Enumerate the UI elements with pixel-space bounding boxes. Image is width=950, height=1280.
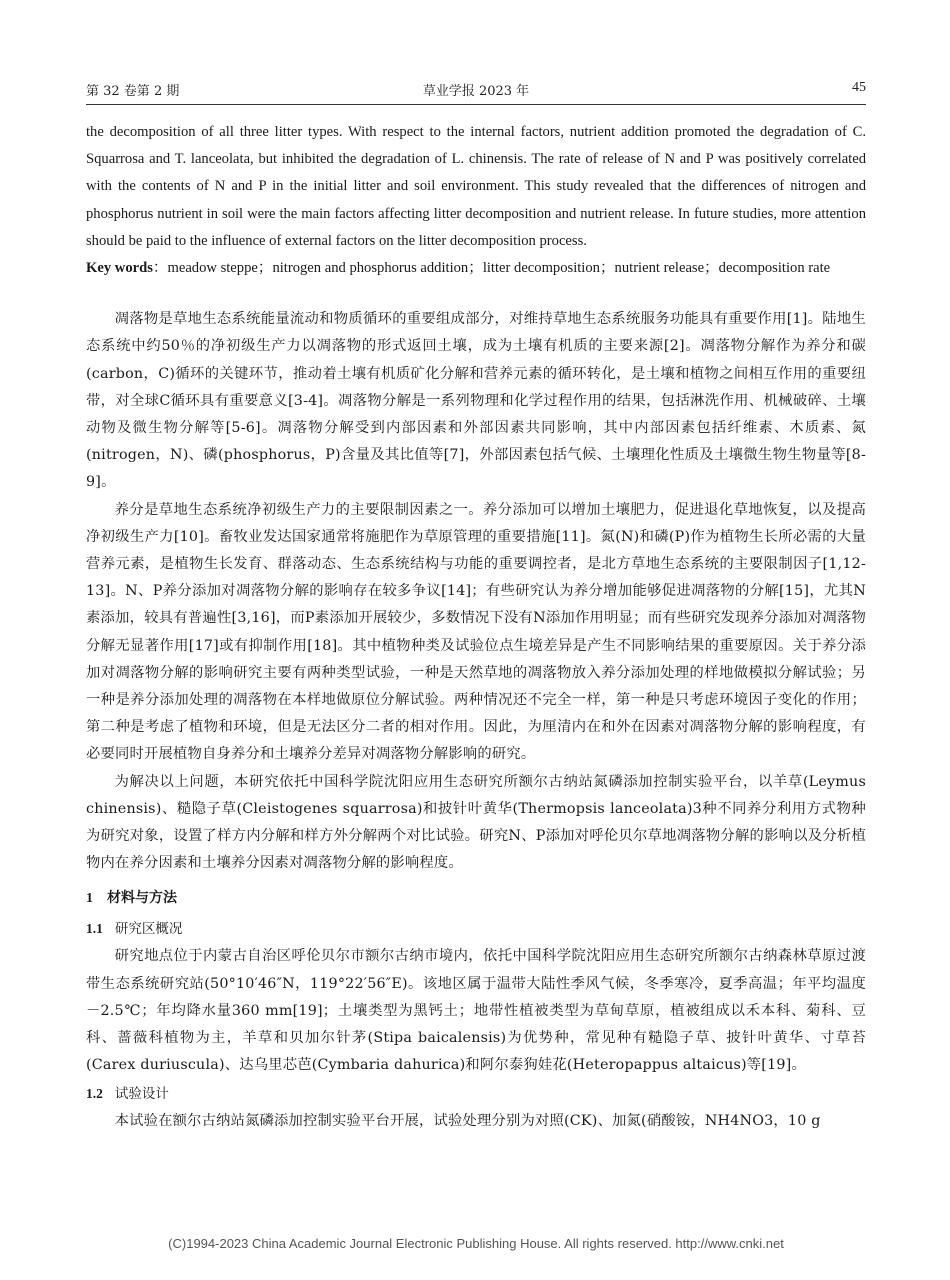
experiment-design-paragraph: 本试验在额尔古纳站氮磷添加控制实验平台开展，试验处理分别为对照(CK)、加氮(硝酸铵，NH4NO3，10 g xyxy=(114,1112,821,1129)
section-heading-materials-methods xyxy=(86,886,866,911)
subsection-number: 1.2 xyxy=(86,1085,103,1101)
subsection-title: 试验设计 xyxy=(114,1085,169,1102)
intro-paragraph-2: 养分是草地生态系统净初级生产力的主要限制因素之一。养分添加可以增加土壤肥力，促进退化草地恢复，以及提高净初级生产力[10]。畜牧业发达国家通常将施肥作为草原管理的重要措施[11]。氮(N)和磷(P)作为植物生长所必需的大量营养元素，是植物生长发育、群落动态、生态系统结构与功能的重要调控者，是北方草地生态系统的主要限制因子[1,12-13]。N、P养分添加对凋落物分解的影响存在较多争议[14]；有些研究认为养分增加能够促进凋落物的分解[15]，尤其N素添加，较具有普遍性[3,16]，而P素添加开展较少，多数情况下没有N添加作用明显；而有些研究发现养分添加对凋落物分解无显著作用[17]或有抑制作用[18]。其中植物种类及试验位点生境差异是产生不同影响结果的重要原因。关于养分添加对凋落物分解的影响研究主要有两种类型试验，一种是天然草地的凋落物放入养分添加处理的样地做模拟分解试验；另一种是养分添加处理的凋落物在本样地做原位分解试验。两种情况还不完全一样，第一种是只考虑环境因子变化的作用；第二种是考虑了植物和环境，但是无法区分二者的相对作用。因此，为厘清内在和外在因素对凋落物分解的影响程度，有必要同时开展植物自身养分和土壤养分差异对凋落物分解影响的研究。 xyxy=(86,501,866,763)
section-number: 1 xyxy=(86,891,93,907)
copyright-footer: (C)1994-2023 China Academic Journal Electronic Publishing House. All rights reserved. http://www.cnki.net xyxy=(168,1236,784,1251)
intro-paragraph-1: 凋落物是草地生态系统能量流动和物质循环的重要组成部分，对维持草地生态系统服务功能具有重要作用[1]。陆地生态系统中约50％的净初级生产力以凋落物的形式返回土壤，成为土壤有机质的主要来源[2]。凋落物分解作为养分和碳(carbon，C)循环的关键环节，推动着土壤有机质矿化分解和营养元素的循环转化，是土壤和植物之间相互作用的重要纽带，对全球C循环具有重要意义[3-4]。凋落物分解是一系列物理和化学过程作用的结果，包括淋洗作用、机械破碎、土壤动物及微生物分解等[5-6]。凋落物分解受到内部因素和外部因素共同影响，其中内部因素包括纤维素、木质素、氮(nitrogen，N)、磷(phosphorus，P)含量及其比值等[7]，外部因素包括气候、土壤理化性质及土壤微生物生物量等[8-9]。 xyxy=(86,311,866,491)
study-area-paragraph: 研究地点位于内蒙古自治区呼伦贝尔市额尔古纳市境内，依托中国科学院沈阳应用生态研究所额尔古纳森林草原过渡带生态系统研究站(50°10′46″N，119°22′56″E)。该地区属于温带大陆性季风气候，冬季寒冷，夏季高温；年平均温度－2.5℃；年均降水量360 mm[19]；土壤类型为黑钙土；地带性植被类型为草甸草原，植被组成以禾本科、菊科、豆科、蔷薇科植物为主，羊草和贝加尔针茅(Stipa baicalensis)为优势种，常见种有糙隐子草、披针叶黄华、寸草苔(Carex duriuscula)、达乌里芯芭(Cymbaria dahurica)和阿尔泰狗娃花(Heteropappus altaicus)等[19]。 xyxy=(86,948,866,1074)
journal-title: 草业学报 2023 年 xyxy=(422,84,530,99)
section-title: 材料与方法 xyxy=(107,890,177,907)
keywords xyxy=(86,255,866,282)
subsection-heading-study-area xyxy=(86,915,866,943)
running-header xyxy=(86,80,866,100)
subsection-title: 研究区概况 xyxy=(114,921,183,938)
abstract-tail: the decomposition of all three litter types. With respect to the internal factors, nutrient addition promoted the degradation of C. Squarrosa and T. lanceolata, but inhibited the degradation of L. chinensis. The rate of release of N and P was positively correlated with the contents of N and P in the initial litter and soil environment. This study revealed that the differences of nitrogen and phosphorus nutrient in soil were the main factors affecting litter decomposition and nutrient release. In future studies, more attention should be paid to the influence of external factors on the litter decomposition process. xyxy=(86,124,866,249)
page-body xyxy=(86,119,866,1135)
header-rule xyxy=(86,104,866,105)
volume-issue: 第 32 卷第 2 期 xyxy=(86,84,180,99)
intro-paragraph-3: 为解决以上问题，本研究依托中国科学院沈阳应用生态研究所额尔古纳站氮磷添加控制实验平台，以羊草(Leymus chinensis)、糙隐子草(Cleistogenes squarrosa)和披针叶黄华(Thermopsis lanceolata)3种不同养分利用方式物种为研究对象，设置了样方内分解和样方外分解两个对比试验。研究N、P添加对呼伦贝尔草地凋落物分解的影响以及分析植物内在养分因素和土壤养分因素对凋落物分解的影响程度。 xyxy=(86,773,866,872)
page-number: 45 xyxy=(852,80,866,95)
subsection-heading-experiment-design xyxy=(86,1080,866,1108)
keywords-text: ：meadow steppe；nitrogen and phosphorus addition；litter decomposition；nutrient release；decomposition rate xyxy=(152,260,831,277)
keywords-label: Key words xyxy=(86,260,153,277)
subsection-number: 1.1 xyxy=(86,921,103,937)
